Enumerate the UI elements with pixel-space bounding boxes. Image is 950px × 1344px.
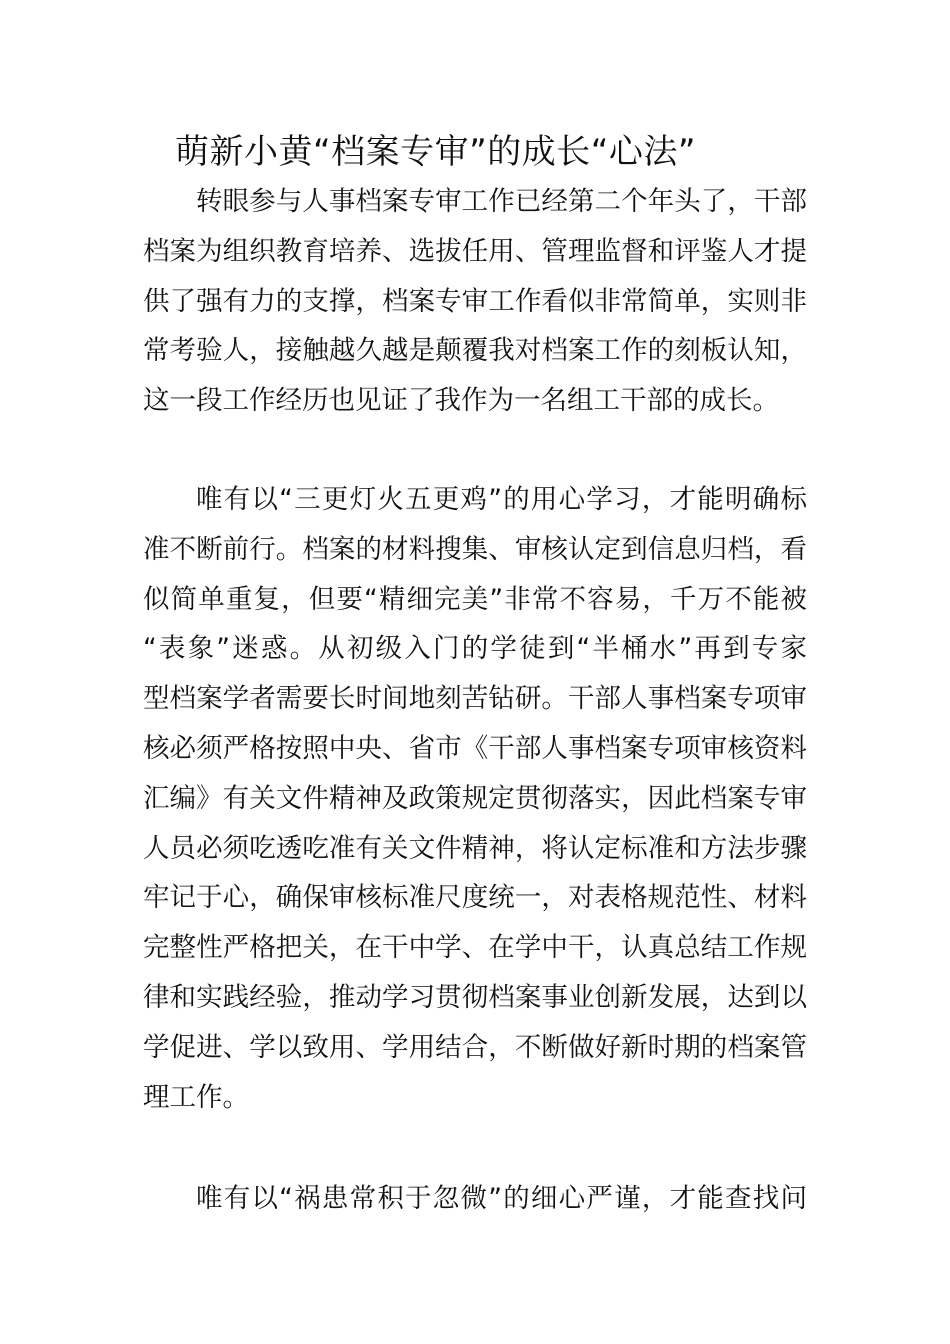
paragraph-line: 人员必须吃透吃准有关文件精神，将认定标准和方法步骤: [143, 832, 807, 864]
paragraph-line: 唯有以“祸患常积于忽微”的细心严谨，才能查找问: [196, 1183, 807, 1214]
paragraph-line: 牢记于心，确保审核标准尺度统一，对表格规范性、材料: [143, 882, 807, 914]
paragraph-line: 唯有以“三更灯火五更鸡”的用心学习，才能明确标: [196, 484, 807, 515]
paragraph-line: 准不断前行。档案的材料搜集、审核认定到信息归档，看: [143, 533, 807, 565]
paragraph-line: 这一段工作经历也见证了我作为一名组工干部的成长。: [143, 385, 779, 417]
paragraph-line: 核必须严格按照中央、省市《干部人事档案专项审核资料: [143, 732, 807, 764]
paragraph-line: 型档案学者需要长时间地刻苦钻研。干部人事档案专项审: [143, 683, 807, 715]
paragraph-2: [143, 475, 807, 1122]
paragraph-1: [143, 177, 807, 426]
paragraph-line: 汇编》有关文件精神及政策规定贯彻落实，因此档案专审: [143, 782, 807, 814]
paragraph-line: 档案为组织教育培养、选拔任用、管理监督和评鉴人才提: [143, 235, 807, 267]
paragraph-line: 似简单重复，但要“精细完美”非常不容易，千万不能被: [143, 583, 807, 615]
paragraph-line: 完整性严格把关，在干中学、在学中干，认真总结工作规: [143, 932, 807, 964]
document-title: 萌新小黄“档案专审”的成长“心法”: [175, 132, 696, 172]
paragraph-line: 常考验人，接触越久越是颠覆我对档案工作的刻板认知，: [143, 335, 807, 367]
paragraph-line: 转眼参与人事档案专审工作已经第二个年头了，干部: [196, 186, 807, 217]
paragraph-line: 律和实践经验，推动学习贯彻档案事业创新发展，达到以: [143, 981, 807, 1013]
paragraph-line: 理工作。: [143, 1081, 249, 1113]
paragraph-line: “表象”迷惑。从初级入门的学徒到“半桶水”再到专家: [143, 633, 807, 665]
paragraph-3: [143, 1174, 807, 1224]
paragraph-line: 学促进、学以致用、学用结合，不断做好新时期的档案管: [143, 1031, 807, 1063]
paragraph-line: 供了强有力的支撑，档案专审工作看似非常简单，实则非: [143, 285, 807, 317]
